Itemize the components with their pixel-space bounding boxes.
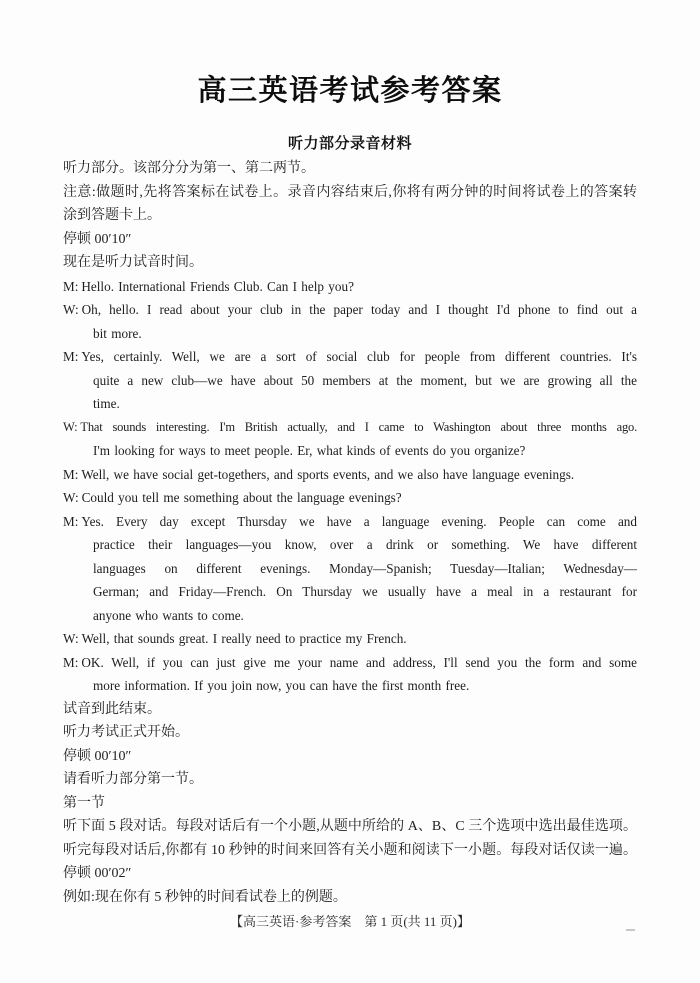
- text-line: [63, 392, 637, 416]
- line-text: Could you tell me something about the language evenings?: [81, 490, 402, 505]
- line-text: 现在是听力试音时间。: [63, 255, 203, 270]
- text-line: [63, 745, 637, 769]
- text-line: [63, 298, 637, 322]
- line-text: German; and Friday—French. On Thursday we usually have a meal in a restaurant for: [93, 584, 637, 599]
- text-line: [63, 416, 637, 440]
- line-text: practice their languages—you know, over a drink or something. We have different: [93, 537, 637, 552]
- speaker-label: W:: [63, 419, 78, 434]
- line-text: 试音到此结束。: [63, 701, 161, 717]
- text-line: [63, 369, 637, 393]
- speaker-label: M:: [63, 513, 79, 529]
- text-line: [63, 345, 637, 369]
- line-text: time.: [93, 396, 120, 411]
- text-line: [63, 251, 637, 275]
- line-text: languages on different evenings. Monday—Spanish; Tuesday—Italian; Wednesday—: [93, 560, 637, 576]
- text-line: [63, 674, 637, 698]
- speaker-label: M:: [63, 278, 79, 294]
- line-text: 听下面 5 段对话。每段对话后有一个小题,从题中所给的 A、B、C 三个选项中选出最佳选项。: [63, 819, 637, 834]
- text-line: [63, 627, 637, 651]
- line-text: more information. If you join now, you can have the first month free.: [93, 678, 470, 693]
- line-text: 注意:做题时,先将答案标在试卷上。录音内容结束后,你将有两分钟的时间将试卷上的答案转: [63, 184, 637, 200]
- text-line: [63, 768, 637, 792]
- text-line: [63, 651, 637, 675]
- text-line: [63, 815, 637, 839]
- line-text: Yes. Every day except Thursday we have a language evening. People can come and: [81, 513, 637, 529]
- line-text: Hello. International Friends Club. Can I help you?: [81, 278, 354, 294]
- text-line: [63, 157, 637, 181]
- line-text: 停顿 00′10″: [63, 748, 132, 764]
- text-line: [63, 557, 637, 581]
- line-text: 听完每段对话后,你都有 10 秒钟的时间来回答有关小题和阅读下一小题。每段对话仅读一遍。: [63, 842, 637, 858]
- speaker-label: W:: [63, 490, 79, 505]
- text-line: [63, 463, 637, 487]
- line-text: 第一节: [63, 795, 105, 811]
- page-footer: 【高三英语·参考答案 第 1 页(共 11 页)】: [229, 914, 470, 929]
- text-line: [63, 439, 637, 463]
- speaker-label: M:: [63, 654, 79, 670]
- line-text: Yes, certainly. Well, we are a sort of social club for people from different countries. It's: [81, 349, 637, 364]
- line-text: bit more.: [93, 325, 142, 341]
- text-line: [63, 181, 637, 205]
- line-text: 请看听力部分第一节。: [63, 772, 203, 787]
- text-line: [63, 204, 637, 228]
- line-text: 例如:现在你有 5 秒钟的时间看试卷上的例题。: [63, 889, 347, 905]
- line-text: 停顿 00′10″: [63, 231, 132, 247]
- text-line: [63, 275, 637, 299]
- speaker-label: W:: [63, 631, 79, 646]
- line-text: That sounds interesting. I'm British actually, and I came to Washington about three months ago.: [80, 419, 637, 434]
- text-line: [63, 792, 637, 816]
- line-text: anyone who wants to come.: [93, 607, 244, 623]
- text-line: [63, 886, 637, 910]
- text-line: [63, 604, 637, 628]
- line-text: 听力部分。该部分分为第一、第二两节。: [63, 161, 315, 176]
- text-line: [63, 580, 637, 604]
- text-line: [63, 862, 637, 886]
- text-line: [63, 510, 637, 534]
- line-text: OK. Well, if you can just give me your name and address, I'll send you the form and some: [81, 654, 637, 670]
- text-line: [63, 533, 637, 557]
- line-text: Well, we have social get-togethers, and sports events, and we also have language evenings.: [81, 466, 575, 482]
- line-text: Oh, hello. I read about your club in the paper today and I thought I'd phone to find out a: [81, 302, 637, 317]
- line-text: quite a new club—we have about 50 members at the moment, but we are growing all the: [93, 372, 637, 388]
- document-body: [63, 157, 637, 909]
- text-line: [63, 322, 637, 346]
- line-text: I'm looking for ways to meet people. Er, what kinds of events do you organize?: [93, 443, 526, 458]
- speaker-label: M:: [63, 349, 79, 364]
- text-line: [63, 228, 637, 252]
- speaker-label: M:: [63, 466, 79, 482]
- line-text: 听力考试正式开始。: [63, 725, 189, 740]
- line-text: 停顿 00′02″: [63, 866, 132, 881]
- text-line: [63, 721, 637, 745]
- text-line: [63, 839, 637, 863]
- text-line: [63, 486, 637, 510]
- page-title: 高三英语考试参考答案: [197, 75, 503, 107]
- speaker-label: W:: [63, 302, 79, 317]
- scan-artifact-mark: [626, 929, 635, 931]
- line-text: Well, that sounds great. I really need to practice my French.: [81, 631, 407, 646]
- text-line: [63, 698, 637, 722]
- line-text: 涂到答题卡上。: [63, 208, 161, 223]
- section-subtitle: 听力部分录音材料: [287, 135, 412, 152]
